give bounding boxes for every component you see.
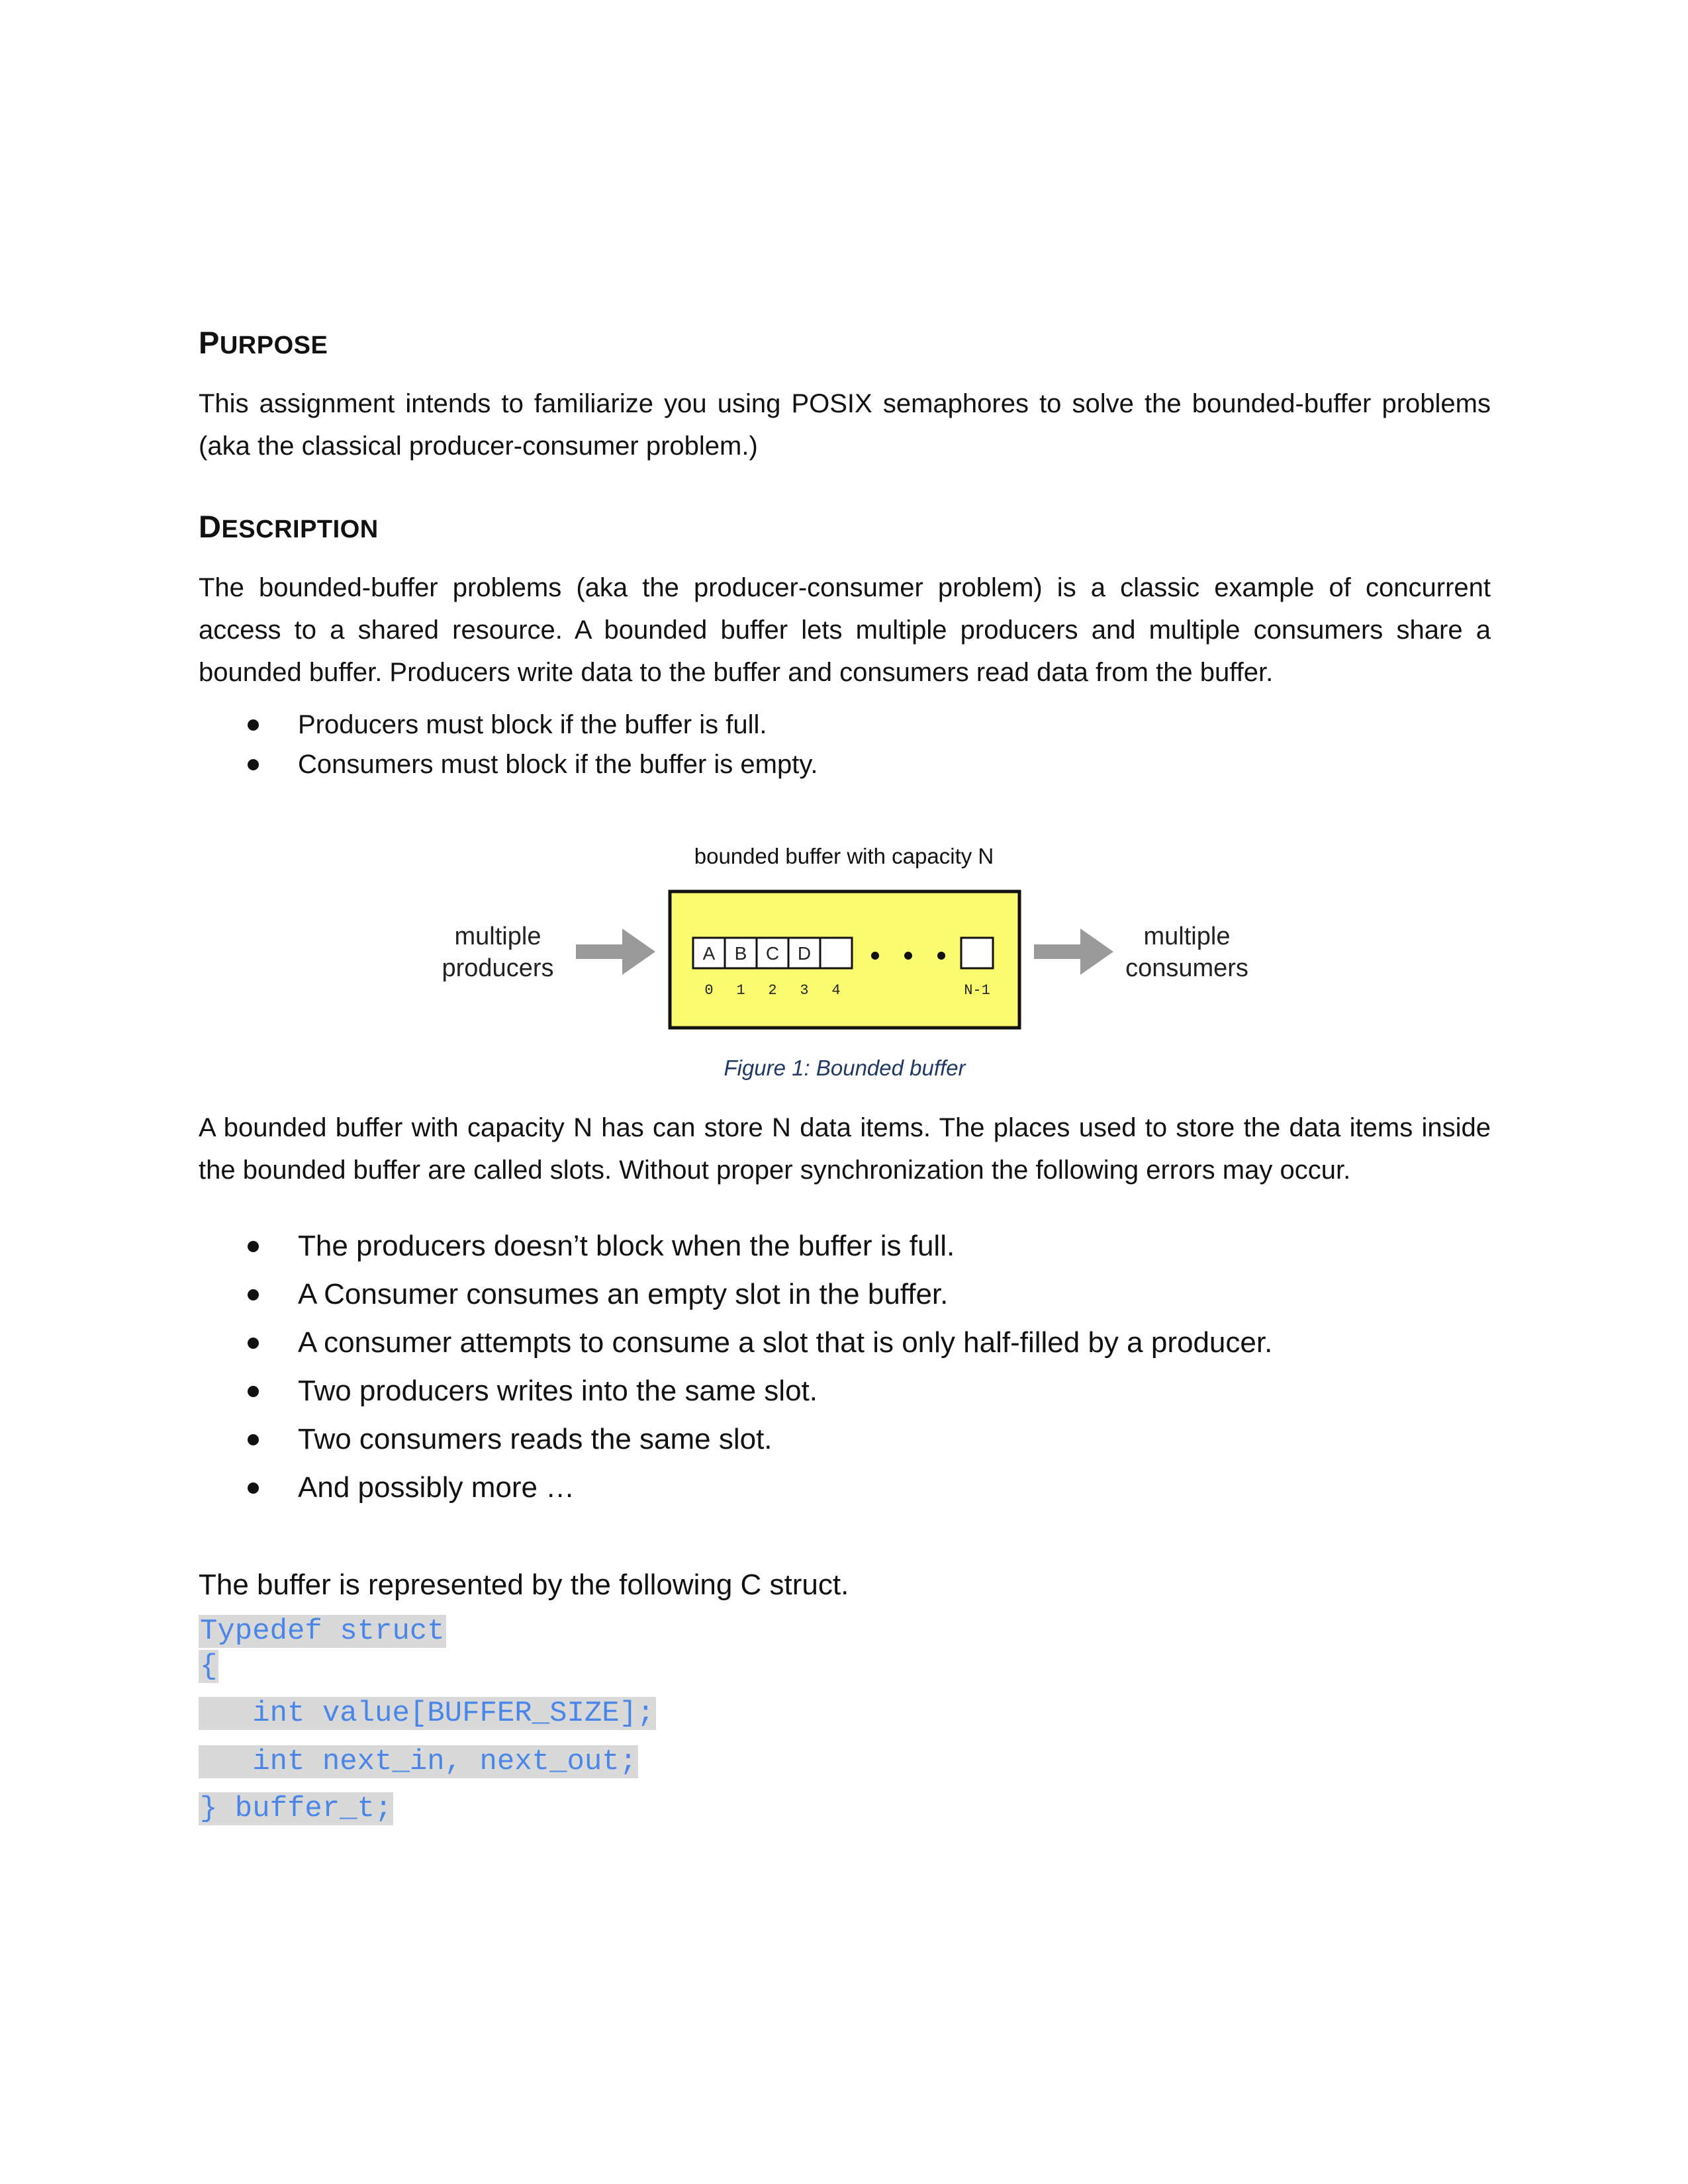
slot-index: 3 [800, 982, 809, 999]
list-item [199, 1270, 1272, 1318]
ellipsis-dot [871, 952, 879, 960]
code-line: { [200, 1650, 218, 1683]
bullet-icon [248, 759, 259, 770]
list-item-text: Two producers writes into the same slot. [298, 1375, 818, 1407]
slot-index: 2 [768, 982, 777, 999]
description-heading-initial: D [199, 509, 222, 544]
slot-index: 0 [704, 982, 714, 999]
bullet-icon [248, 719, 259, 731]
struct-intro: The buffer is represented by the following C struct. [199, 1569, 849, 1601]
purpose-heading [199, 324, 328, 361]
buffer-slot-last [961, 938, 993, 968]
producers-arrow-icon [576, 929, 655, 975]
list-item [199, 1415, 1272, 1463]
bullet-icon [248, 1434, 259, 1445]
figure-title: bounded buffer with capacity N [694, 844, 994, 868]
producers-label-line1: multiple [454, 923, 541, 950]
bullet-icon [248, 1241, 259, 1252]
code-line: int next_in, next_out; [200, 1745, 637, 1778]
slot-index: 4 [831, 982, 841, 999]
slot-value: A [702, 943, 716, 964]
rules-list [199, 705, 818, 784]
list-item-text: And possibly more … [298, 1471, 575, 1504]
producers-label-line2: producers [442, 954, 554, 982]
purpose-text: This assignment intends to familiarize you using POSIX semaphores to solve the bounded-buffer problems (aka the classical producer-consumer problem.) [199, 389, 1491, 461]
buffer-slot [820, 938, 852, 968]
list-item-text: A consumer attempts to consume a slot that is only half-filled by a producer. [298, 1326, 1273, 1359]
bullet-icon [248, 1289, 259, 1300]
description-heading [199, 508, 379, 545]
list-item [199, 1367, 1272, 1415]
slot-index: 1 [736, 982, 745, 999]
code-line: int value[BUFFER_SIZE]; [200, 1697, 655, 1730]
consumers-label-line2: consumers [1125, 954, 1248, 982]
list-item-text: Producers must block if the buffer is full. [298, 710, 767, 739]
figure-caption: Figure 1: Bounded buffer [724, 1056, 966, 1080]
slot-value: D [797, 943, 812, 964]
purpose-heading-rest: URPOSE [219, 332, 328, 359]
bounded-buffer-figure [199, 831, 1491, 1056]
ellipsis-dot [904, 952, 912, 960]
slot-index-last: N-1 [964, 982, 990, 999]
description-heading-rest: ESCRIPTION [221, 516, 379, 543]
bullet-icon [248, 1338, 259, 1349]
list-item-text: A Consumer consumes an empty slot in the buffer. [298, 1278, 949, 1310]
slot-value: B [734, 943, 747, 964]
errors-list [199, 1222, 1272, 1512]
slot-value: C [765, 943, 780, 964]
list-item [199, 705, 818, 745]
errors-intro: A bounded buffer with capacity N has can store N data items. The places used to store the data items inside the bounded buffer are called slots. Without proper synchronization the following errors may occur. [199, 1113, 1491, 1185]
list-item-text: Consumers must block if the buffer is empty. [298, 750, 818, 779]
bullet-icon [248, 1386, 259, 1397]
consumers-label-line1: multiple [1143, 923, 1231, 950]
list-item [199, 1222, 1272, 1270]
consumers-arrow-icon [1034, 929, 1113, 975]
description-text: The bounded-buffer problems (aka the producer-consumer problem) is a classic example of concurrent access to a shared resource. A bounded buffer lets multiple producers and multiple consumers share a bounded buffer. Producers write data to the buffer and consumers read data from the buffer. [199, 573, 1491, 687]
code-line: } buffer_t; [200, 1792, 393, 1825]
code-line: Typedef struct [200, 1615, 445, 1648]
list-item [199, 1463, 1272, 1512]
list-item [199, 745, 818, 784]
purpose-heading-initial: P [199, 325, 220, 360]
list-item [199, 1318, 1272, 1367]
list-item-text: The producers doesn’t block when the buffer is full. [298, 1230, 955, 1262]
ellipsis-dot [937, 952, 945, 960]
bullet-icon [248, 1482, 259, 1494]
list-item-text: Two consumers reads the same slot. [298, 1423, 773, 1455]
